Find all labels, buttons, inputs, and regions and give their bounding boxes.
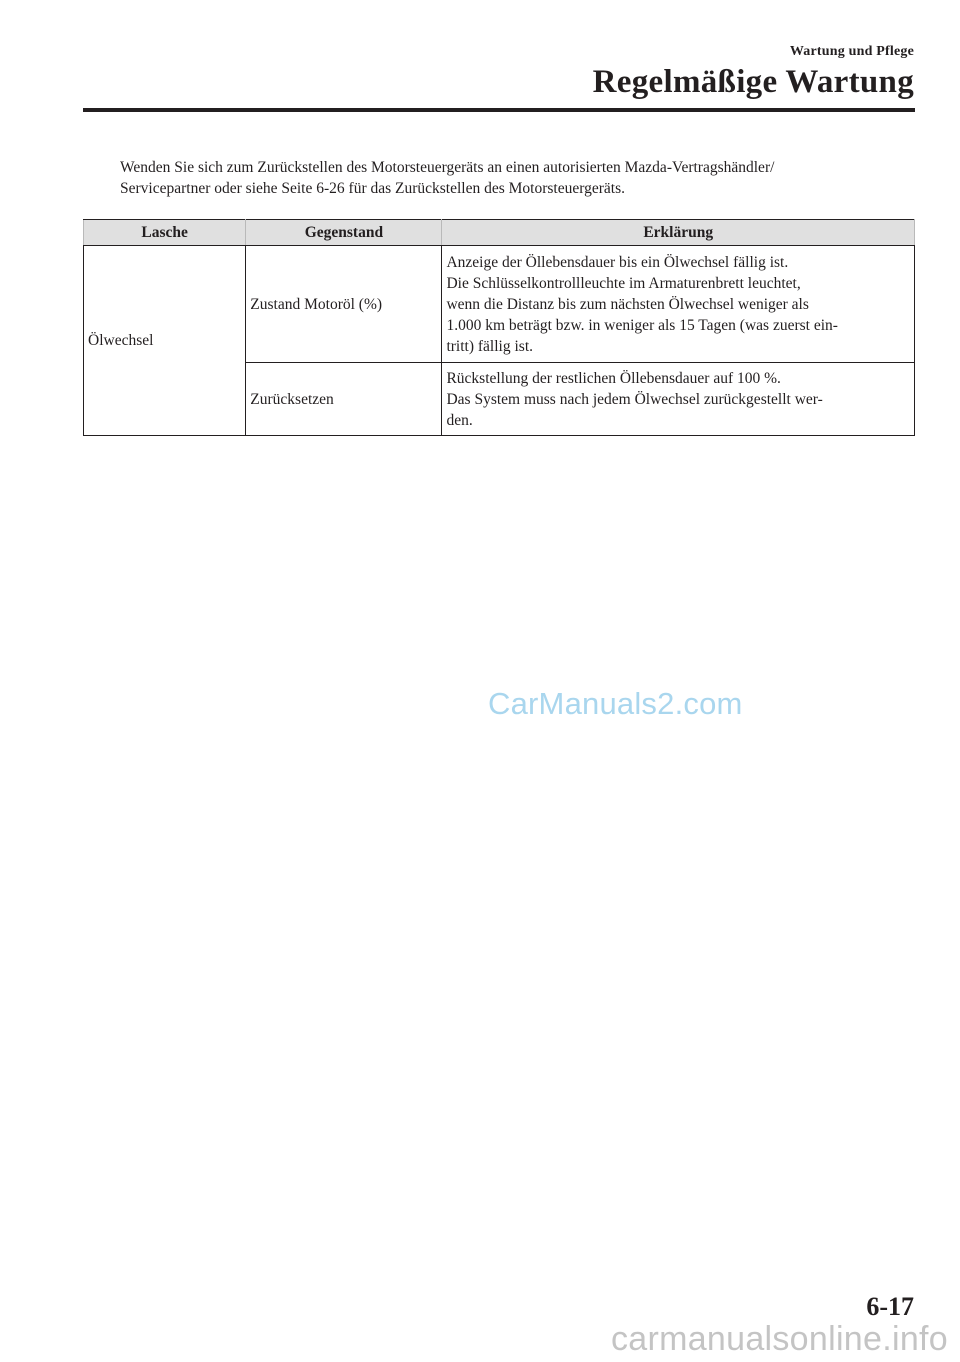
explanation-line: den. [446, 411, 473, 429]
explanation-cell [442, 246, 915, 363]
table-header-row [84, 220, 915, 246]
header-item: Gegenstand [246, 220, 442, 246]
intro-line-2: Servicepartner oder siehe Seite 6-26 für das Zurückstellen des Motorsteuergeräts. [120, 180, 626, 197]
header-rule [83, 108, 915, 112]
chapter-title: Regelmäßige Wartung [592, 64, 914, 100]
table-row [84, 246, 915, 363]
intro-paragraph [120, 157, 910, 199]
header-tab: Lasche [84, 220, 246, 246]
item-cell: Zurücksetzen [246, 363, 442, 436]
item-cell: Zustand Motoröl (%) [246, 246, 442, 363]
explanation-line: Anzeige der Öllebensdauer bis ein Ölwechsel fällig ist. [446, 253, 789, 271]
explanation-line: Die Schlüsselkontrollleuchte im Armaturenbrett leuchtet, [446, 274, 801, 292]
header-explanation: Erklärung [442, 220, 915, 246]
explanation-line: Das System muss nach jedem Ölwechsel zurückgestellt wer- [446, 390, 823, 408]
section-label: Wartung und Pflege [789, 44, 914, 59]
info-table [83, 219, 915, 436]
tab-cell: Ölwechsel [84, 246, 246, 436]
explanation-line: Rückstellung der restlichen Öllebensdauer auf 100 %. [446, 369, 781, 387]
explanation-line: 1.000 km beträgt bzw. in weniger als 15 Tagen (was zuerst ein- [446, 316, 838, 334]
explanation-cell [442, 363, 915, 436]
explanation-line: tritt) fällig ist. [446, 337, 533, 355]
explanation-line: wenn die Distanz bis zum nächsten Ölwechsel weniger als [446, 295, 809, 313]
intro-line-1: Wenden Sie sich zum Zurückstellen des Motorsteuergeräts an einen autorisierten Mazda-Vertragshändler/ [120, 159, 775, 176]
page-number: 6-17 [866, 1292, 914, 1321]
footer-watermark: carmanualsonline.info [610, 1320, 948, 1358]
watermark: CarManuals2.com [488, 686, 743, 721]
